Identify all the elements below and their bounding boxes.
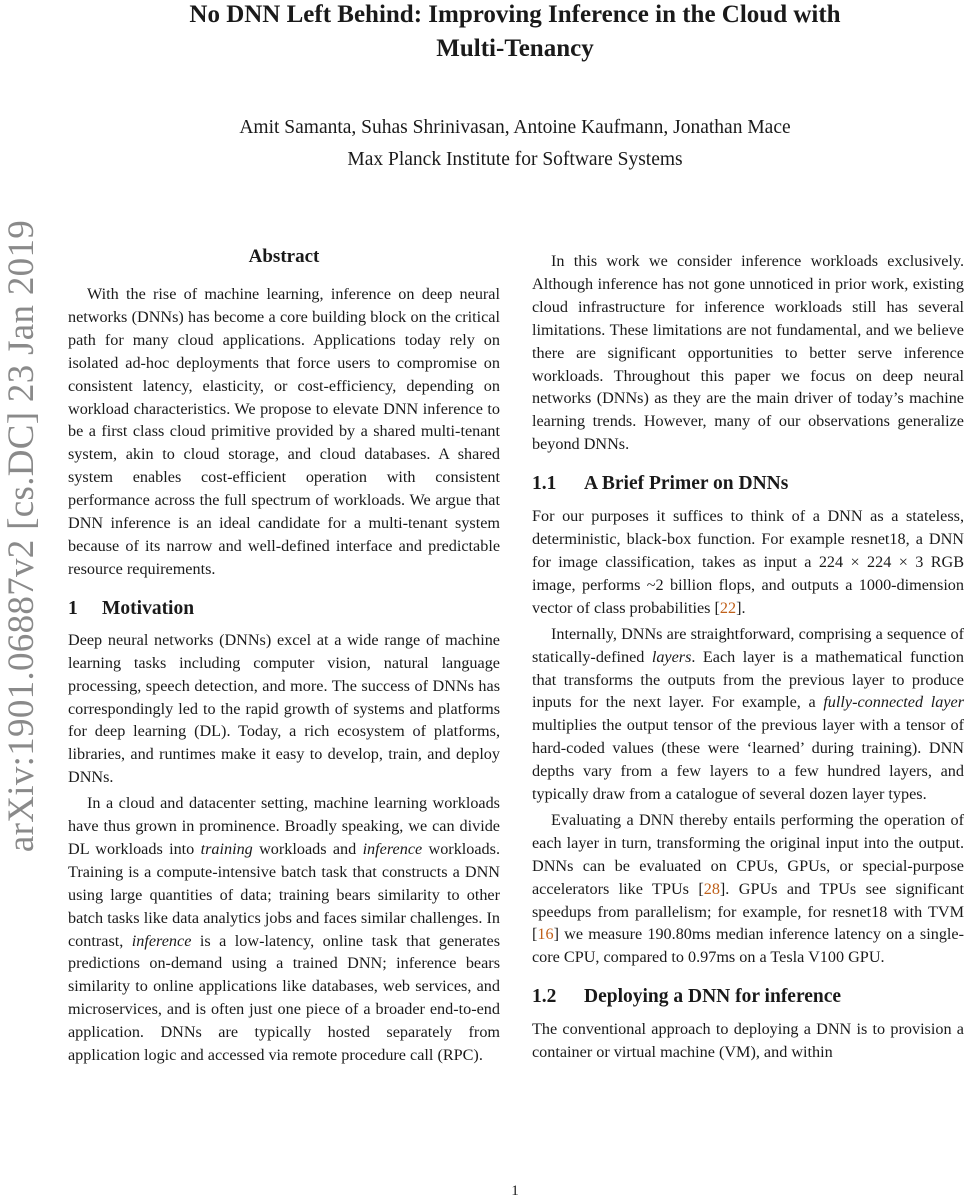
- primer-paragraph-1: For our purposes it suffices to think of a DNN as a stateless, deterministic, black-box function. For example resnet18, a DNN for image classification, takes as input a 224 × 224 × 3 RGB image, performs ~2 billion flops, and outputs a 1000-dimension vector of class probabilities [22].: [532, 507, 964, 617]
- section-1-1-heading: [532, 473, 964, 495]
- section-1-title: Motivation: [102, 597, 195, 619]
- section-1-1-number: 1.1: [532, 473, 557, 495]
- arxiv-identifier-stamp: arXiv:1901.06887v2 [cs.DC] 23 Jan 2019: [1, 219, 42, 853]
- section-1-number: 1: [68, 597, 78, 619]
- deploying-paragraph-1: The conventional approach to deploying a DNN is to provision a container or virtual machine (VM), and within: [532, 1020, 964, 1062]
- motivation-paragraph-2: In a cloud and datacenter setting, machine learning workloads have thus grown in prominence. Broadly speaking, we can divide DL workloads into training workloads and inference workloads. Training is a compute-intensive batch task that constructs a DNN using large quantities of data; training bears similarity to other batch tasks like data analytics jobs and faces similar challenges. In contrast, inference is a low-latency, online task that generates predictions on-demand using a trained DNN; inference bears similarity to online applications like databases, web services, and microservices, and is often just one piece of a broader end-to-end application. DNNs are typically hosted separately from application logic and accessed via remote procedure call (RPC).: [68, 794, 500, 1065]
- left-column: [68, 244, 500, 1070]
- section-1-2-number: 1.2: [532, 986, 557, 1008]
- paper-title: [100, 0, 930, 66]
- section-1-2-title: Deploying a DNN for inference: [584, 986, 842, 1008]
- motivation-paragraph-3: In this work we consider inference workloads exclusively. Although inference has not gone unnoticed in prior work, existing cloud infrastructure for inference workloads still has several limitations. These limitations are not fundamental, and we believe there are significant opportunities to better serve inference workloads. Throughout this paper we focus on deep neural networks (DNNs) as they are the main driver of today’s machine learning trends. However, many of our observations generalize beyond DNNs.: [532, 252, 964, 454]
- section-1-2-heading: [532, 986, 964, 1008]
- citation-28-link[interactable]: 28: [703, 879, 720, 898]
- author-affiliation: Max Planck Institute for Software Systems: [347, 149, 683, 170]
- primer-paragraph-3: Evaluating a DNN thereby entails performing the operation of each layer in turn, transforming the original input into the output. DNNs can be evaluated on CPUs, GPUs, or special-purpose accelerators like TPUs [28]. GPUs and TPUs see significant speedups from parallelism; for example, for resnet18 with TVM [16] we measure 190.80ms median inference latency on a single-core CPU, compared to 0.97ms on a Tesla V100 GPU.: [532, 810, 964, 967]
- right-column: [532, 250, 964, 1067]
- section-1-1-title: A Brief Primer on DNNs: [584, 473, 789, 495]
- primer-paragraph-2: Internally, DNNs are straightforward, comprising a sequence of statically-defined layers. Each layer is a mathematical function that transforms the outputs from the previous layer to produce inputs for the next layer. For example, a fully-connected layer multiplies the output tensor of the previous layer with a tensor of hard-coded values (these were ‘learned’ during training). DNN depths vary from a few layers to a few hundred layers, and typically draw from a catalogue of several dozen layer types.: [532, 624, 964, 804]
- section-1-heading: [68, 598, 500, 620]
- page-number: 1: [511, 1183, 519, 1199]
- citation-22-link[interactable]: 22: [719, 598, 737, 617]
- abstract-text: With the rise of machine learning, inference on deep neural networks (DNNs) has become a core building block on the critical path for many cloud applications. Applications today rely on isolated ad-hoc deployments that force users to compromise on consistent latency, elasticity, or cost-efficiency, depending on workload characteristics. We propose to elevate DNN inference to be a first class cloud primitive provided by a shared multi-tenant system, akin to cloud storage, and cloud databases. A shared system enables cost-efficient operation with consistent performance across the full spectrum of workloads. We argue that DNN inference is an ideal candidate for a multi-tenant system because of its narrow and well-defined interface and predictable resource requirements.: [68, 285, 500, 578]
- motivation-paragraph-1: Deep neural networks (DNNs) excel at a wide range of machine learning tasks including computer vision, natural language processing, speech detection, and more. The success of DNNs has correspondingly led to the rapid growth of systems and platforms for deep learning (DL). Today, a rich ecosystem of platforms, libraries, and runtimes make it easy to develop, train, and deploy DNNs.: [68, 630, 500, 787]
- title-line-2: Multi-Tenancy: [436, 35, 594, 62]
- author-names: Amit Samanta, Suhas Shrinivasan, Antoine Kaufmann, Jonathan Mace: [239, 117, 791, 138]
- author-block: [100, 112, 930, 176]
- title-line-1: No DNN Left Behind: Improving Inference in the Cloud with: [189, 1, 841, 28]
- citation-16-link[interactable]: 16: [537, 925, 554, 944]
- abstract-heading: Abstract: [248, 246, 320, 267]
